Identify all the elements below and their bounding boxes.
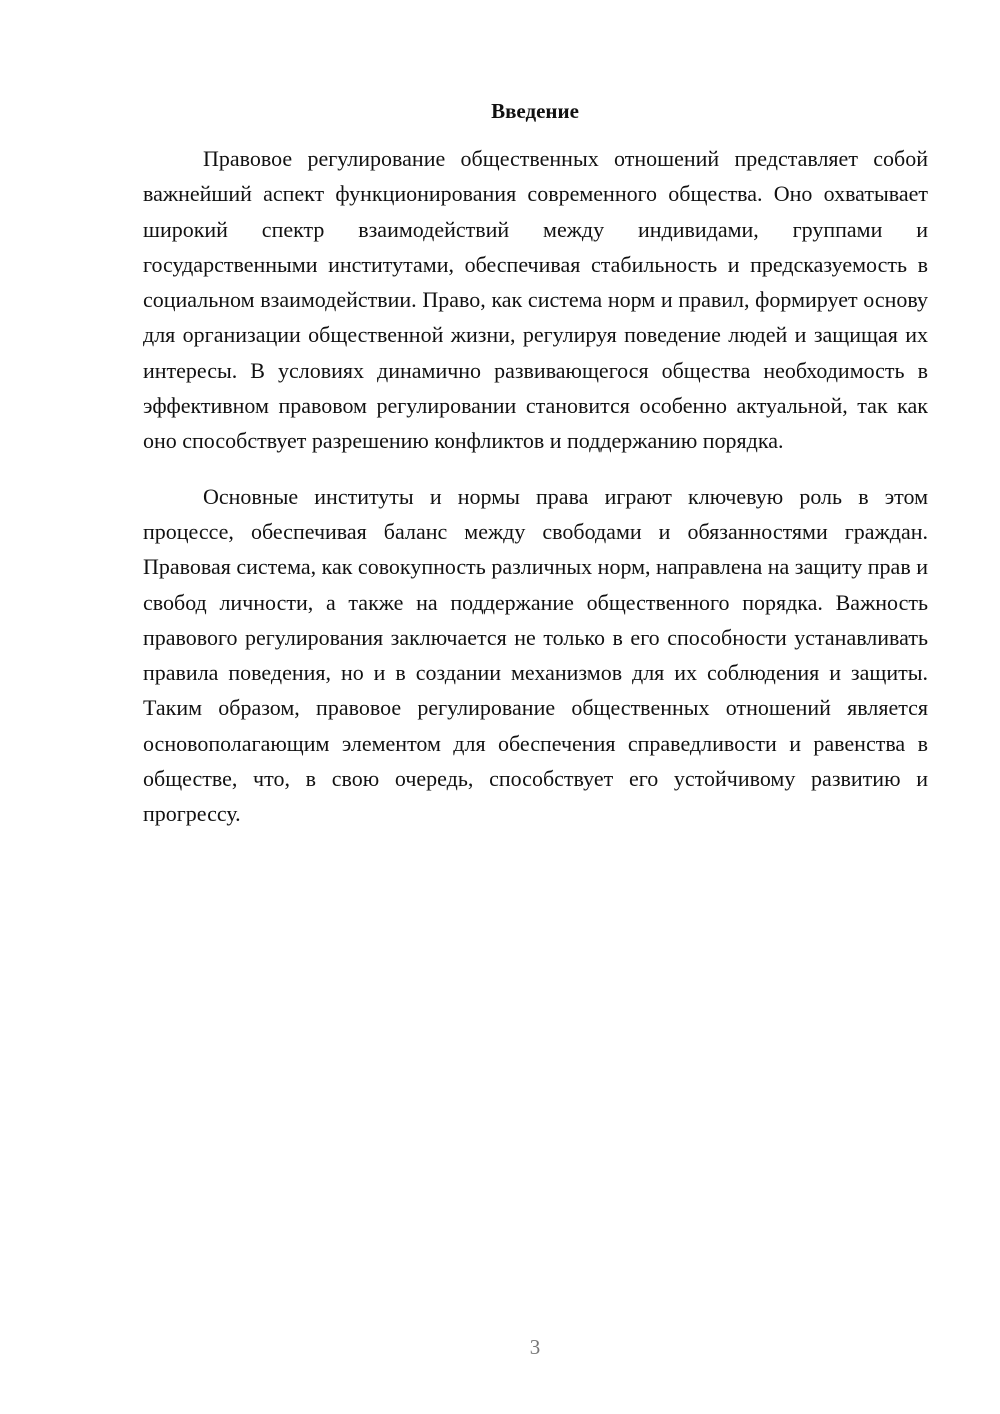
paragraph-1: Правовое регулирование общественных отношений представляет собой важнейший аспект функционирования современного общества. Оно охватывает широкий спектр взаимодействий между индивидами, группами и государственными институтами, обеспечивая стабильность и предсказуемость в социальном взаимодействии. Право, как система норм и правил, формирует основу для организации общественной жизни, регулируя поведение людей и защищая их интересы. В условиях динамично развивающегося общества необходимость в эффективном правовом регулировании становится особенно актуальной, так как оно способствует разрешению конфликтов и поддержанию порядка. (143, 146, 928, 454)
paragraph-2: Основные институты и нормы права играют ключевую роль в этом процессе, обеспечивая баланс между свободами и обязанностями граждан. Правовая система, как совокупность различных норм, направлена на защиту прав и свобод личности, а также на поддержание общественного порядка. Важность правового регулирования заключается не только в его способности устанавливать правила поведения, но и в создании механизмов для их соблюдения и защиты. Таким образом, правовое регулирование общественных отношений является основополагающим элементом для обеспечения справедливости и равенства в обществе, что, в свою очередь, способствует его устойчивому развитию и прогрессу. (143, 483, 928, 827)
section-heading: Введение (491, 99, 579, 123)
page-number: 3 (529, 1335, 541, 1359)
body-text (143, 141, 928, 832)
